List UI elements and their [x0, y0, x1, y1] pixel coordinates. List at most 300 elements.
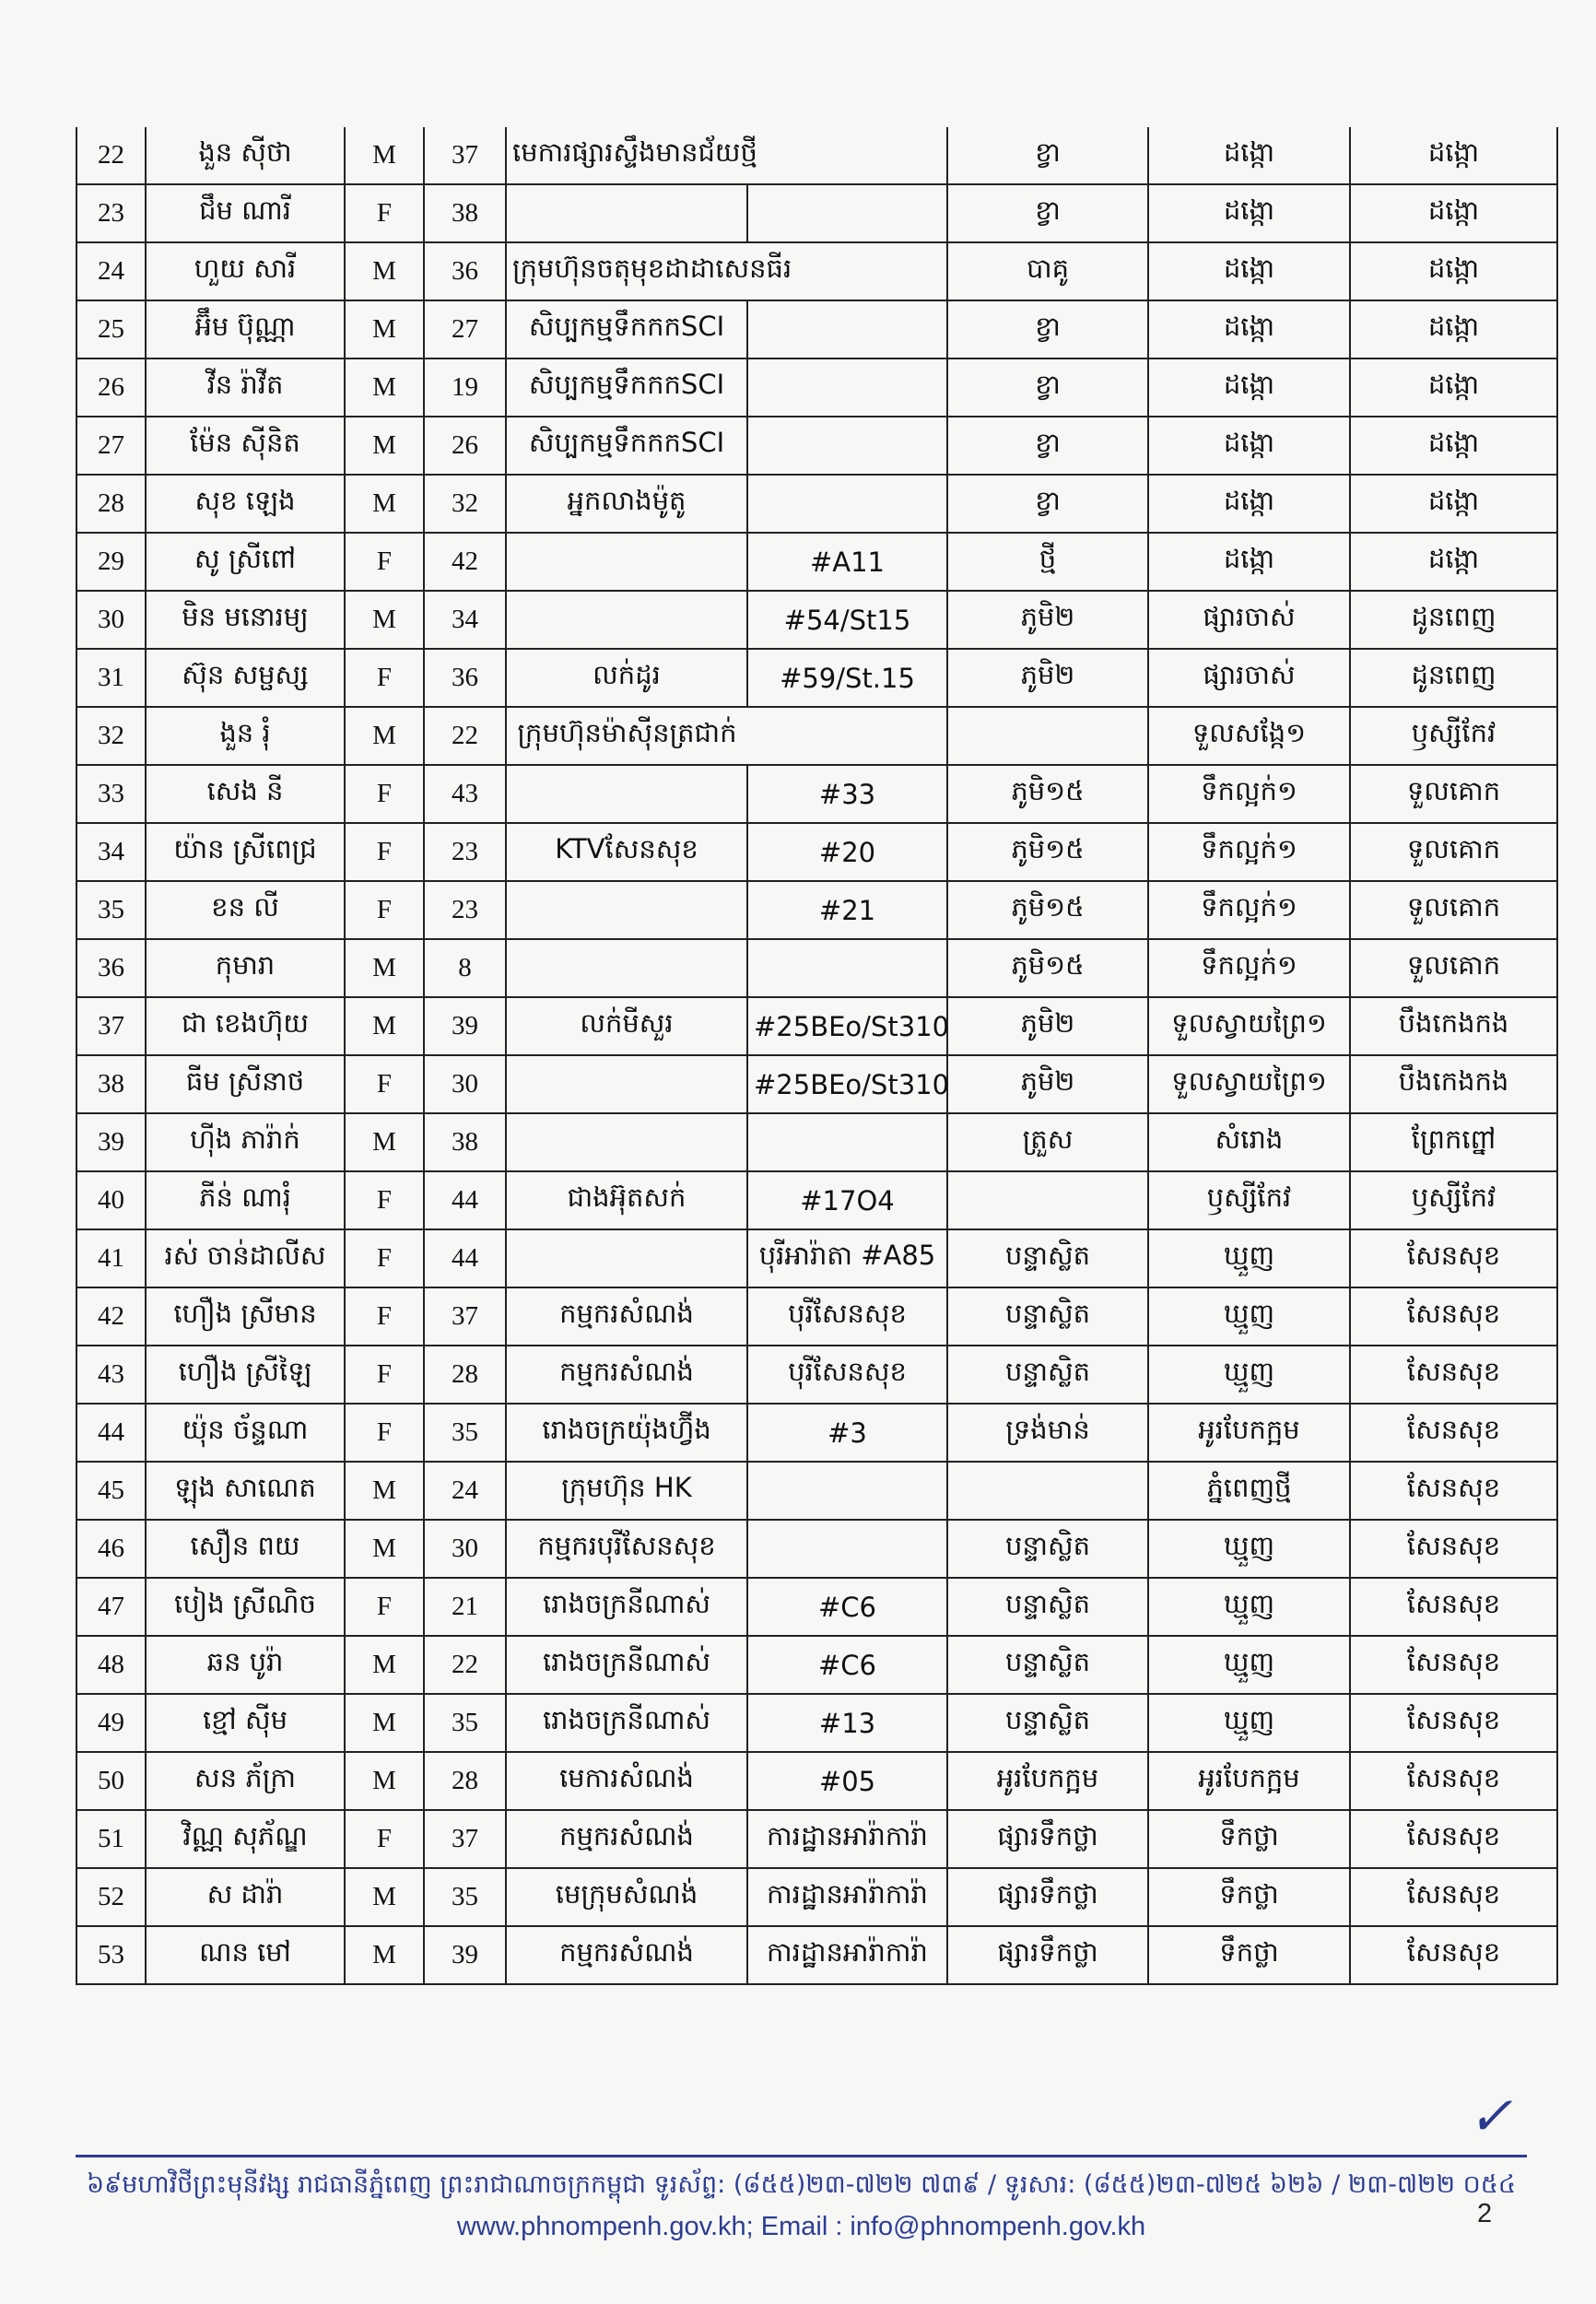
row-number: 41	[76, 1229, 146, 1287]
table-row	[76, 127, 1557, 184]
commune-cell: ឃ្មួញ	[1148, 1346, 1350, 1404]
age-cell: 21	[424, 1578, 506, 1636]
district-cell: សែនសុខ	[1350, 1404, 1557, 1462]
table-row	[76, 1055, 1557, 1113]
person-name: ធីម ស្រីនាថ	[146, 1055, 345, 1113]
address-cell: បុរីអារ៉ាតា #A85	[747, 1229, 947, 1287]
village-cell: ភូមិ១៥	[947, 881, 1148, 939]
village-cell: ខ្វា	[947, 184, 1148, 242]
table-row	[76, 300, 1557, 359]
table-row	[76, 707, 1557, 765]
occupation-cell	[506, 591, 747, 649]
address-cell: #20	[747, 823, 947, 881]
commune-cell: ទួលសង្កែ១	[1148, 707, 1350, 765]
occupation-cell	[506, 1055, 747, 1113]
sex-cell: M	[345, 1113, 424, 1171]
table-row	[76, 765, 1557, 823]
person-name: វីន រ៉ាវីត	[146, 359, 345, 417]
village-cell: ខ្វា	[947, 300, 1148, 359]
commune-cell: ផ្សារចាស់	[1148, 649, 1350, 707]
age-cell: 26	[424, 417, 506, 475]
sex-cell: F	[345, 184, 424, 242]
table-row	[76, 533, 1557, 591]
address-cell: #33	[747, 765, 947, 823]
table-row	[76, 417, 1557, 475]
address-cell: #A11	[747, 533, 947, 591]
table-row	[76, 359, 1557, 417]
district-cell: ទួលគោក	[1350, 823, 1557, 881]
sex-cell: F	[345, 1229, 424, 1287]
row-number: 49	[76, 1694, 146, 1752]
row-number: 37	[76, 997, 146, 1055]
row-number: 52	[76, 1868, 146, 1926]
row-number: 34	[76, 823, 146, 881]
row-number: 46	[76, 1520, 146, 1578]
commune-cell: ដង្កោ	[1148, 417, 1350, 475]
sex-cell: M	[345, 1636, 424, 1694]
sex-cell: M	[345, 417, 424, 475]
address-cell: #3	[747, 1404, 947, 1462]
village-cell: ភូមិ២	[947, 997, 1148, 1055]
person-name: ងួន ស៊ីថា	[146, 127, 345, 184]
initials-mark: ✓	[1468, 2085, 1513, 2147]
address-cell	[747, 475, 947, 533]
person-name: សុខ ឡេង	[146, 475, 345, 533]
commune-cell: ទឹកល្អក់១	[1148, 765, 1350, 823]
age-cell: 19	[424, 359, 506, 417]
commune-cell: ឃ្មួញ	[1148, 1636, 1350, 1694]
sex-cell: M	[345, 242, 424, 300]
occupation-cell: ក្រុមហ៊ុនម៉ាស៊ីនត្រជាក់	[506, 707, 747, 765]
occupation-cell	[506, 1229, 747, 1287]
age-cell: 44	[424, 1229, 506, 1287]
village-cell	[947, 1171, 1148, 1229]
age-cell: 42	[424, 533, 506, 591]
occupation-cell: ក្រុមហ៊ុនចតុមុខដាដាសេនធីរ	[506, 242, 747, 300]
address-cell: #54/St15	[747, 591, 947, 649]
occupation-cell	[506, 881, 747, 939]
village-cell	[947, 1462, 1148, 1520]
village-cell: ខ្វា	[947, 359, 1148, 417]
address-cell	[747, 127, 947, 184]
commune-cell: ឃ្មួញ	[1148, 1694, 1350, 1752]
address-cell: #25BEo/St310	[747, 1055, 947, 1113]
address-cell: #25BEo/St310	[747, 997, 947, 1055]
address-cell: #59/St.15	[747, 649, 947, 707]
occupation-cell: លក់មីសួរ	[506, 997, 747, 1055]
commune-cell: ទឹកថ្លា	[1148, 1810, 1350, 1868]
row-number: 29	[76, 533, 146, 591]
occupation-cell: រោងចក្រយ៉ុងហ្វ៊ីង	[506, 1404, 747, 1462]
occupation-cell	[506, 765, 747, 823]
village-cell: បន្ទាស្លិត	[947, 1287, 1148, 1346]
sex-cell: F	[345, 649, 424, 707]
age-cell: 36	[424, 649, 506, 707]
district-cell: ដង្កោ	[1350, 475, 1557, 533]
village-cell: ផ្សារទឹកថ្លា	[947, 1926, 1148, 1984]
age-cell: 37	[424, 1810, 506, 1868]
age-cell: 37	[424, 1287, 506, 1346]
person-name: ស ដារ៉ា	[146, 1868, 345, 1926]
sex-cell: M	[345, 300, 424, 359]
commune-cell: ទួលស្វាយព្រៃ១	[1148, 997, 1350, 1055]
address-cell: ការដ្ឋានអារ៉ាការ៉ា	[747, 1810, 947, 1868]
occupation-cell: រោងចក្រនីណាស់	[506, 1636, 747, 1694]
commune-cell: ឫស្សីកែវ	[1148, 1171, 1350, 1229]
row-number: 27	[76, 417, 146, 475]
row-number: 50	[76, 1752, 146, 1810]
page-number: 2	[1477, 2199, 1493, 2228]
address-cell: #05	[747, 1752, 947, 1810]
age-cell: 22	[424, 707, 506, 765]
footer-address: ៦៩មហាវិថីព្រះមុនីវង្ស រាជធានីភ្នំពេញ ព្រះរាជាណាចក្រកម្ពុជា ទូរស័ព្ទ: (៨៥៥)២៣-៧២២ ៧៣៩ / ទូរសារ: (៨៥៥)២៣-៧២៥ ៦២៦ / ២៣-៧២២ ០៥៤	[87, 2170, 1516, 2199]
district-cell: សែនសុខ	[1350, 1229, 1557, 1287]
person-name: ហឿង ស្រីឡៃ	[146, 1346, 345, 1404]
age-cell: 36	[424, 242, 506, 300]
age-cell: 39	[424, 997, 506, 1055]
occupation-cell	[506, 533, 747, 591]
occupation-cell: កម្មករសំណង់	[506, 1287, 747, 1346]
table-row	[76, 1810, 1557, 1868]
age-cell: 38	[424, 1113, 506, 1171]
village-cell: បន្ទាស្លិត	[947, 1520, 1148, 1578]
district-cell: បឹងកេងកង	[1350, 997, 1557, 1055]
person-name: សូ ស្រីពៅ	[146, 533, 345, 591]
occupation-cell	[506, 184, 747, 242]
table-row	[76, 823, 1557, 881]
occupation-cell: មេការសំណង់	[506, 1752, 747, 1810]
row-number: 45	[76, 1462, 146, 1520]
table-row	[76, 939, 1557, 997]
district-cell: ដង្កោ	[1350, 127, 1557, 184]
age-cell: 35	[424, 1404, 506, 1462]
row-number: 31	[76, 649, 146, 707]
occupation-cell: កម្មករបុរីសែនសុខ	[506, 1520, 747, 1578]
row-number: 38	[76, 1055, 146, 1113]
village-cell: បន្ទាស្លិត	[947, 1694, 1148, 1752]
commune-cell: ដង្កោ	[1148, 475, 1350, 533]
district-cell: ព្រែកព្នៅ	[1350, 1113, 1557, 1171]
district-cell: ឫស្សីកែវ	[1350, 1171, 1557, 1229]
row-number: 33	[76, 765, 146, 823]
district-cell: ដង្កោ	[1350, 417, 1557, 475]
person-name: ឆន បូរ៉ា	[146, 1636, 345, 1694]
village-cell: ផ្សារទឹកថ្លា	[947, 1868, 1148, 1926]
commune-cell: ដង្កោ	[1148, 533, 1350, 591]
sex-cell: F	[345, 1287, 424, 1346]
age-cell: 24	[424, 1462, 506, 1520]
age-cell: 34	[424, 591, 506, 649]
village-cell: ថ្មី	[947, 533, 1148, 591]
address-cell: #C6	[747, 1578, 947, 1636]
village-cell: ផ្សារទឹកថ្លា	[947, 1810, 1148, 1868]
district-cell: ទួលគោក	[1350, 765, 1557, 823]
age-cell: 22	[424, 1636, 506, 1694]
village-cell: ខ្វា	[947, 417, 1148, 475]
district-cell: ដូនពេញ	[1350, 591, 1557, 649]
age-cell: 35	[424, 1694, 506, 1752]
village-cell: បន្ទាស្លិត	[947, 1346, 1148, 1404]
district-cell: សែនសុខ	[1350, 1868, 1557, 1926]
row-number: 30	[76, 591, 146, 649]
district-cell: បឹងកេងកង	[1350, 1055, 1557, 1113]
row-number: 51	[76, 1810, 146, 1868]
person-name: វិណ្ណ សុភ័ណ្ឌ	[146, 1810, 345, 1868]
sex-cell: F	[345, 1578, 424, 1636]
district-cell: សែនសុខ	[1350, 1346, 1557, 1404]
occupation-cell: ក្រុមហ៊ុន HK	[506, 1462, 747, 1520]
commune-cell: ទឹកល្អក់១	[1148, 823, 1350, 881]
table-row	[76, 1752, 1557, 1810]
district-cell: សែនសុខ	[1350, 1287, 1557, 1346]
table-row	[76, 1171, 1557, 1229]
district-cell: ឫស្សីកែវ	[1350, 707, 1557, 765]
age-cell: 35	[424, 1868, 506, 1926]
table-row	[76, 591, 1557, 649]
address-cell	[747, 939, 947, 997]
village-cell	[947, 707, 1148, 765]
person-name: ហួយ សារី	[146, 242, 345, 300]
sex-cell: M	[345, 707, 424, 765]
occupation-cell: រោងចក្រនីណាស់	[506, 1694, 747, 1752]
sex-cell: F	[345, 1055, 424, 1113]
person-name: ណន មៅ	[146, 1926, 345, 1984]
district-cell: ដង្កោ	[1350, 359, 1557, 417]
district-cell: ដង្កោ	[1350, 300, 1557, 359]
village-cell: ត្រួស	[947, 1113, 1148, 1171]
sex-cell: M	[345, 127, 424, 184]
commune-cell: ដង្កោ	[1148, 359, 1350, 417]
address-cell	[747, 1462, 947, 1520]
occupation-cell	[506, 1113, 747, 1171]
person-name: ម៉ែន ស៊ីនិត	[146, 417, 345, 475]
footer-contact: www.phnompenh.gov.kh; Email : info@phnompenh.gov.kh	[456, 2212, 1146, 2241]
row-number: 24	[76, 242, 146, 300]
footer-divider	[76, 2155, 1527, 2157]
age-cell: 30	[424, 1055, 506, 1113]
row-number: 42	[76, 1287, 146, 1346]
occupation-cell: រោងចក្រនីណាស់	[506, 1578, 747, 1636]
address-cell	[747, 1520, 947, 1578]
commune-cell: សំរោង	[1148, 1113, 1350, 1171]
age-cell: 43	[424, 765, 506, 823]
row-number: 22	[76, 127, 146, 184]
person-name: យ៉ុន ច័ន្ទណា	[146, 1404, 345, 1462]
occupation-cell: កម្មករសំណង់	[506, 1926, 747, 1984]
village-cell: ភូមិ២	[947, 591, 1148, 649]
occupation-cell: កម្មករសំណង់	[506, 1346, 747, 1404]
village-cell: បន្ទាស្លិត	[947, 1636, 1148, 1694]
commune-cell: ទឹកល្អក់១	[1148, 939, 1350, 997]
sex-cell: M	[345, 997, 424, 1055]
district-cell: សែនសុខ	[1350, 1520, 1557, 1578]
village-cell: ភូមិ២	[947, 649, 1148, 707]
person-name: អ៊ឹម ប៊ុណ្ណា	[146, 300, 345, 359]
address-cell	[747, 184, 947, 242]
village-cell: បន្ទាស្លិត	[947, 1229, 1148, 1287]
row-number: 40	[76, 1171, 146, 1229]
table-row	[76, 1346, 1557, 1404]
person-name: ហឿង ស្រីមាន	[146, 1287, 345, 1346]
row-number: 32	[76, 707, 146, 765]
address-cell: #17O4	[747, 1171, 947, 1229]
person-name: យ៉ាន ស្រីពេជ្រ	[146, 823, 345, 881]
commune-cell: អូរបែកក្អម	[1148, 1404, 1350, 1462]
village-cell: ភូមិ១៥	[947, 765, 1148, 823]
village-cell: ភូមិ១៥	[947, 823, 1148, 881]
age-cell: 23	[424, 823, 506, 881]
commune-cell: ផ្សារចាស់	[1148, 591, 1350, 649]
address-cell: #13	[747, 1694, 947, 1752]
table-row	[76, 1404, 1557, 1462]
sex-cell: M	[345, 359, 424, 417]
table-row	[76, 1462, 1557, 1520]
sex-cell: M	[345, 939, 424, 997]
address-cell: ការដ្ឋានអារ៉ាការ៉ា	[747, 1926, 947, 1984]
sex-cell: F	[345, 1346, 424, 1404]
village-cell: អូរបែកក្អម	[947, 1752, 1148, 1810]
district-cell: ទួលគោក	[1350, 939, 1557, 997]
row-number: 39	[76, 1113, 146, 1171]
village-cell: ភូមិ១៥	[947, 939, 1148, 997]
sex-cell: M	[345, 1694, 424, 1752]
occupation-cell: មេការផ្សារស្ទឹងមានជ័យថ្មី	[506, 127, 747, 184]
table-row	[76, 1578, 1557, 1636]
table-row	[76, 1868, 1557, 1926]
row-number: 48	[76, 1636, 146, 1694]
person-name: ស៊ុន សម្ផស្ស	[146, 649, 345, 707]
sex-cell: M	[345, 475, 424, 533]
row-number: 23	[76, 184, 146, 242]
person-name: សឿន ពយ	[146, 1520, 345, 1578]
person-name: ងួន រុំ	[146, 707, 345, 765]
person-name: ភីន់ ណារុំ	[146, 1171, 345, 1229]
occupation-cell: សិប្បកម្មទឹកកកSCI	[506, 417, 747, 475]
district-cell: សែនសុខ	[1350, 1694, 1557, 1752]
table-row	[76, 997, 1557, 1055]
sex-cell: F	[345, 765, 424, 823]
commune-cell: ឃ្មួញ	[1148, 1229, 1350, 1287]
commune-cell: ទឹកថ្លា	[1148, 1868, 1350, 1926]
sex-cell: M	[345, 1926, 424, 1984]
commune-cell: ទឹកល្អក់១	[1148, 881, 1350, 939]
row-number: 35	[76, 881, 146, 939]
village-cell: បាគូ	[947, 242, 1148, 300]
person-name: រស់ ចាន់ដាលីស	[146, 1229, 345, 1287]
person-name: ជា ខេងហ៊ុយ	[146, 997, 345, 1055]
occupation-cell: កម្មករសំណង់	[506, 1810, 747, 1868]
age-cell: 28	[424, 1346, 506, 1404]
age-cell: 23	[424, 881, 506, 939]
table-row	[76, 1926, 1557, 1984]
district-cell: ដង្កោ	[1350, 533, 1557, 591]
table-row	[76, 881, 1557, 939]
table-row	[76, 1229, 1557, 1287]
address-cell	[747, 1113, 947, 1171]
district-cell: សែនសុខ	[1350, 1926, 1557, 1984]
row-number: 43	[76, 1346, 146, 1404]
sex-cell: F	[345, 1171, 424, 1229]
occupation-cell: មេក្រុមសំណង់	[506, 1868, 747, 1926]
district-cell: សែនសុខ	[1350, 1578, 1557, 1636]
age-cell: 37	[424, 127, 506, 184]
occupation-cell: សិប្បកម្មទឹកកកSCI	[506, 359, 747, 417]
occupation-cell	[506, 939, 747, 997]
row-number: 53	[76, 1926, 146, 1984]
sex-cell: F	[345, 881, 424, 939]
commune-cell: ភ្នំពេញថ្មី	[1148, 1462, 1350, 1520]
village-cell: ខ្វា	[947, 127, 1148, 184]
age-cell: 27	[424, 300, 506, 359]
village-cell: ភូមិ២	[947, 1055, 1148, 1113]
village-cell: ទ្រង់មាន់	[947, 1404, 1148, 1462]
age-cell: 30	[424, 1520, 506, 1578]
row-number: 36	[76, 939, 146, 997]
occupation-cell: ជាងអ៊ុតសក់	[506, 1171, 747, 1229]
occupation-cell: KTVសែនសុខ	[506, 823, 747, 881]
village-cell: បន្ទាស្លិត	[947, 1578, 1148, 1636]
table-row	[76, 1287, 1557, 1346]
sex-cell: F	[345, 1810, 424, 1868]
row-number: 25	[76, 300, 146, 359]
sex-cell: M	[345, 1868, 424, 1926]
sex-cell: F	[345, 823, 424, 881]
commune-cell: ឃ្មួញ	[1148, 1287, 1350, 1346]
person-name: កុមារា	[146, 939, 345, 997]
age-cell: 39	[424, 1926, 506, 1984]
person-name: បៀង ស្រីណិច	[146, 1578, 345, 1636]
district-cell: សែនសុខ	[1350, 1462, 1557, 1520]
address-cell: #C6	[747, 1636, 947, 1694]
table-row	[76, 1694, 1557, 1752]
row-number: 47	[76, 1578, 146, 1636]
table-row	[76, 475, 1557, 533]
district-cell: សែនសុខ	[1350, 1752, 1557, 1810]
sex-cell: F	[345, 1404, 424, 1462]
person-name: សន ភ័ក្រា	[146, 1752, 345, 1810]
age-cell: 44	[424, 1171, 506, 1229]
address-cell	[747, 417, 947, 475]
occupation-cell: អ្នកលាងម៉ូតូ	[506, 475, 747, 533]
address-cell	[747, 300, 947, 359]
address-cell: #21	[747, 881, 947, 939]
address-cell: ការដ្ឋានអារ៉ាការ៉ា	[747, 1868, 947, 1926]
row-number: 26	[76, 359, 146, 417]
village-cell: ខ្វា	[947, 475, 1148, 533]
table-row	[76, 1636, 1557, 1694]
occupation-cell: លក់ដូរ	[506, 649, 747, 707]
district-cell: ដូនពេញ	[1350, 649, 1557, 707]
table-body	[76, 127, 1557, 1984]
district-cell: សែនសុខ	[1350, 1810, 1557, 1868]
age-cell: 32	[424, 475, 506, 533]
table-row	[76, 1520, 1557, 1578]
district-cell: ដង្កោ	[1350, 242, 1557, 300]
row-number: 28	[76, 475, 146, 533]
commune-cell: ដង្កោ	[1148, 242, 1350, 300]
person-name: ខន លី	[146, 881, 345, 939]
sex-cell: M	[345, 1752, 424, 1810]
commune-cell: ដង្កោ	[1148, 184, 1350, 242]
sex-cell: M	[345, 1462, 424, 1520]
commune-cell: ដង្កោ	[1148, 127, 1350, 184]
commune-cell: ឃ្មួញ	[1148, 1520, 1350, 1578]
person-name: មិន មនោរម្យ	[146, 591, 345, 649]
age-cell: 8	[424, 939, 506, 997]
case-table	[76, 127, 1558, 1985]
person-name: សេង នី	[146, 765, 345, 823]
table-row	[76, 184, 1557, 242]
